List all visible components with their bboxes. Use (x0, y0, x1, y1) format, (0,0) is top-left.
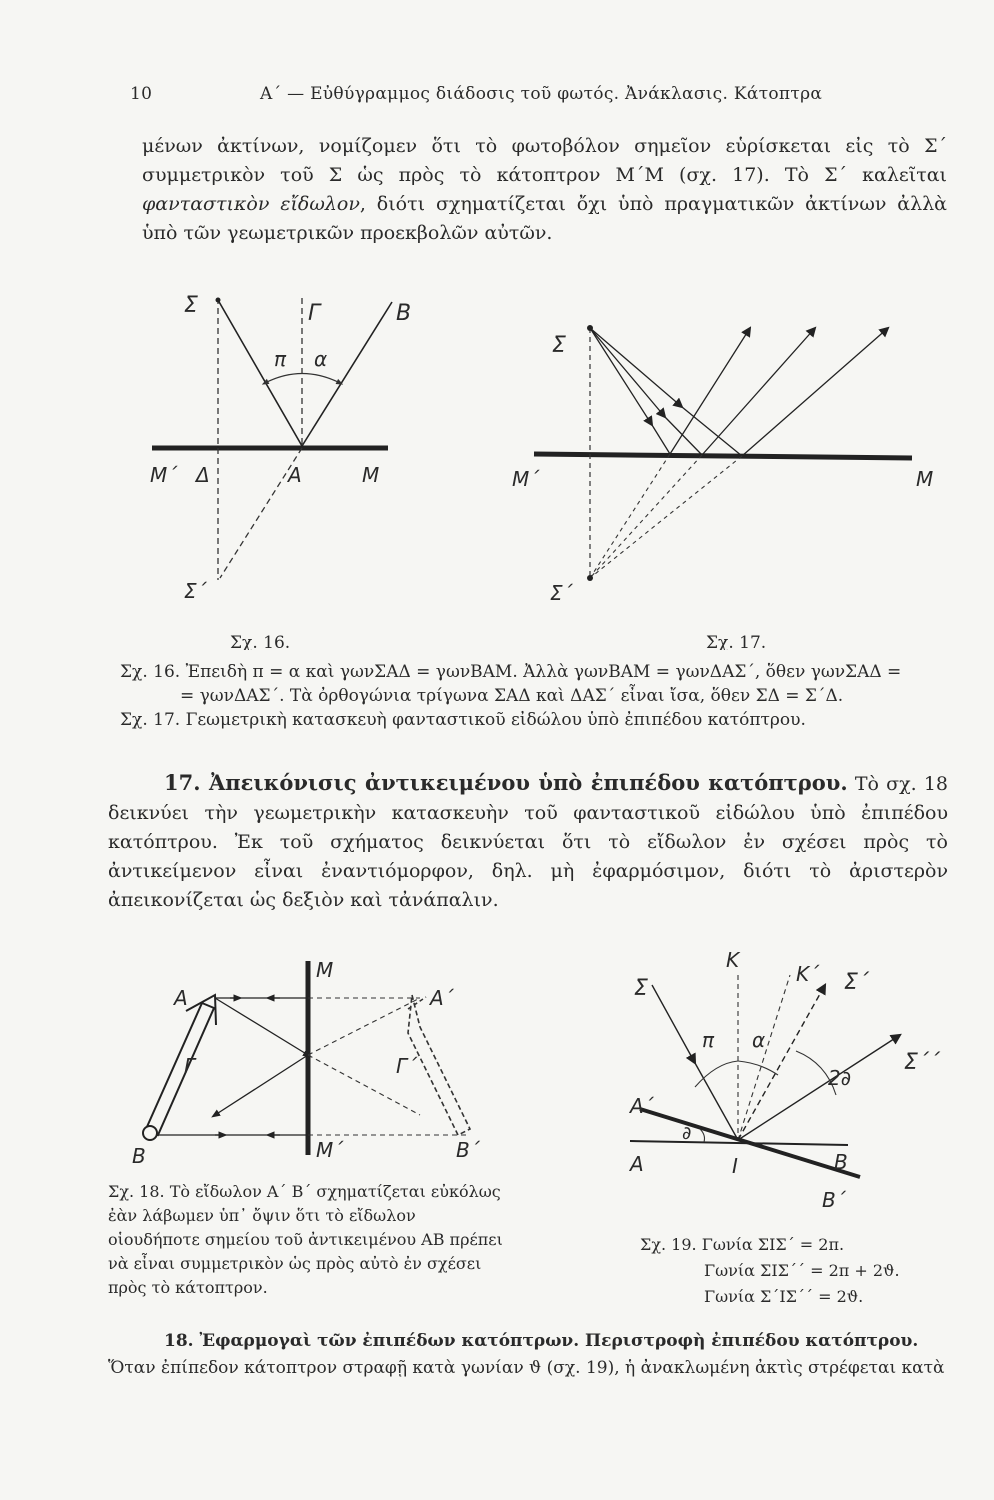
label-a: A (288, 463, 302, 487)
mirror-line (534, 454, 912, 458)
label-k-prime: K΄ (796, 962, 820, 986)
intro-paragraph (142, 132, 947, 248)
label-m-prime: M΄ (150, 463, 178, 487)
figure-17 (470, 300, 950, 650)
label-sigma-prime: Σ΄ (184, 579, 207, 603)
label-sigma: Σ (552, 333, 566, 358)
figure-19 (600, 945, 960, 1220)
label-b-prime: B΄ (456, 1138, 480, 1162)
page-number: 10 (130, 84, 153, 104)
caption-18: Σχ. 18. Τὸ εἴδωλον Α΄ Β΄ σχηματίζεται εὐκόλως ἐὰν λάβωμεν ὑπ᾽ ὄψιν ὅτι τὸ εἴδωλον οἱουδήποτε σημείου τοῦ ἀντικειμένου ΑΒ πρέπει νὰ εἶναι συμμετρικὸν ὡς πρὸς αὐτὸ ἐν σχέσει πρὸς τὸ κάτοπτρον. (108, 1182, 503, 1297)
label-b: B (132, 1144, 146, 1168)
label-pi: π (274, 347, 287, 371)
object-arrow-body (146, 1003, 214, 1135)
label-sigma-double-prime: Σ΄΄ (904, 1050, 940, 1075)
label-alpha: α (314, 347, 328, 371)
section-17 (108, 768, 948, 915)
label-m-prime: M΄ (316, 1138, 344, 1162)
section-18-heading: 18. Ἐφαρμογαὶ τῶν ἐπιπέδων κατόπτρων. Περιστροφὴ ἐπιπέδου κατόπτρου. (164, 1331, 919, 1351)
figure-16 (130, 280, 430, 650)
label-a-prime: A΄ (630, 1094, 654, 1118)
label-m: M (316, 958, 334, 982)
intro-text-a: μένων ἀκτίνων, νομίζομεν ὅτι τὸ φωτοβόλον σημεῖον εὑρίσκεται εἰς τὸ Σ΄ συμμετρικὸν τοῦ Σ ὡς πρὸς τὸ κάτοπτρον Μ΄Μ (σχ. 17). Τὸ Σ΄ καλεῖται (142, 135, 947, 186)
intro-text-b: , διότι σχηματίζεται ὄχι ὑπὸ πραγματικῶν ἀκτίνων ἀλλὰ ὑπὸ τῶν γεωμετρικῶν προεκβολῶν αὐτῶν. (142, 193, 947, 244)
label-alpha: α (752, 1028, 766, 1052)
label-delta: Δ (196, 463, 210, 487)
label-m: M (362, 463, 380, 487)
label-k: K (726, 948, 740, 972)
label-m: M (916, 467, 934, 491)
label-m-prime: M΄ (512, 467, 540, 491)
normal-rotated (738, 975, 790, 1140)
label-gamma-prime: Γ΄ (396, 1054, 418, 1078)
caption-19 (640, 1232, 960, 1310)
label-sigma: Σ (184, 293, 198, 318)
label-gamma: Γ (308, 301, 321, 326)
caption-19-line2: Γωνία ΣΙΣ΄΄ = 2π + 2ϑ. (704, 1261, 900, 1280)
section-18-body: Ὅταν ἐπίπεδον κάτοπτρον στραφῇ κατὰ γωνίαν ϑ (σχ. 19), ἡ ἀνακλωμένη ἀκτὶς στρέφεται κατὰ (108, 1358, 945, 1378)
figure-17-diagram (470, 300, 950, 650)
running-title: Α΄ — Εὐθύγραμμος διάδοσις τοῦ φωτός. Ἀνάκλασις. Κάτοπτρα (260, 84, 823, 104)
figure-18-diagram (120, 955, 520, 1170)
caption-17: Σχ. 17. Γεωμετρικὴ κατασκευὴ φανταστικοῦ εἰδώλου ὑπὸ ἐπιπέδου κατόπτρου. (120, 710, 806, 730)
section-17-body: Τὸ σχ. 18 δεικνύει τὴν γεωμετρικὴν κατασκευὴν τοῦ φανταστικοῦ εἰδώλου ὑπὸ ἐπιπέδου κατόπτρου. Ἐκ τοῦ σχήματος δεικνύεται ὅτι τὸ εἴδωλον ἐν σχέσει πρὸς τὸ ἀντικείμενον εἶναι ἐναντιόμορφον, δηλ. μὴ ἐφαρμόσιμον, διότι τὸ ἀριστερὸν ἀπεικονίζεται ὡς δεξιὸν καὶ τἀνάπαλιν. (108, 773, 948, 911)
intro-italic-term: φανταστικὸν εἴδωλον (142, 193, 360, 215)
label-two-theta: 2∂ (828, 1066, 852, 1090)
label-theta: ∂ (682, 1123, 692, 1144)
caption-16-line1: Σχ. 16. Ἐπειδὴ π = α καὶ γωνΣΑΔ = γωνΒΑΜ. Ἀλλὰ γωνΒΑΜ = γωνΔΑΣ΄, ὅθεν γωνΣΑΔ = (120, 662, 902, 682)
caption-16-line2: = γωνΔΑΣ΄. Τὰ ὀρθογώνια τρίγωνα ΣΑΔ καὶ ΔΑΣ΄ εἶναι ἴσα, ὅθεν ΣΔ = Σ΄Δ. (180, 686, 844, 706)
caption-19-line3: Γωνία Σ΄ΙΣ΄΄ = 2ϑ. (704, 1287, 864, 1306)
label-sigma-prime: Σ΄ (844, 970, 869, 995)
label-gamma: Γ (184, 1054, 196, 1078)
label-a: A (630, 1152, 644, 1176)
label-b-prime: B΄ (822, 1188, 846, 1212)
label-i: I (732, 1154, 738, 1178)
fig17-caption-label: Σχ. 17. (706, 633, 767, 650)
caption-19-line1: Σχ. 19. Γωνία ΣΙΣ΄ = 2π. (640, 1235, 845, 1254)
label-b: B (396, 301, 412, 326)
label-sigma: Σ (634, 976, 648, 1001)
label-a-prime: A΄ (430, 986, 454, 1010)
section-18 (108, 1328, 953, 1382)
label-b: B (834, 1150, 848, 1174)
figure-19-diagram (600, 945, 960, 1220)
label-a: A (174, 986, 188, 1010)
label-pi: π (702, 1028, 715, 1052)
label-sigma-prime: Σ΄ (550, 581, 573, 605)
figure-16-diagram (130, 280, 430, 650)
image-arrow (408, 995, 470, 1135)
captions-16-17 (120, 660, 950, 732)
section-17-heading: 17. Ἀπεικόνισις ἀντικειμένου ὑπὸ ἐπιπέδου κατόπτρου. (164, 770, 848, 795)
figure-18 (120, 955, 520, 1170)
incident-ray (218, 300, 302, 446)
fig16-caption-label: Σχ. 16. (230, 633, 291, 650)
